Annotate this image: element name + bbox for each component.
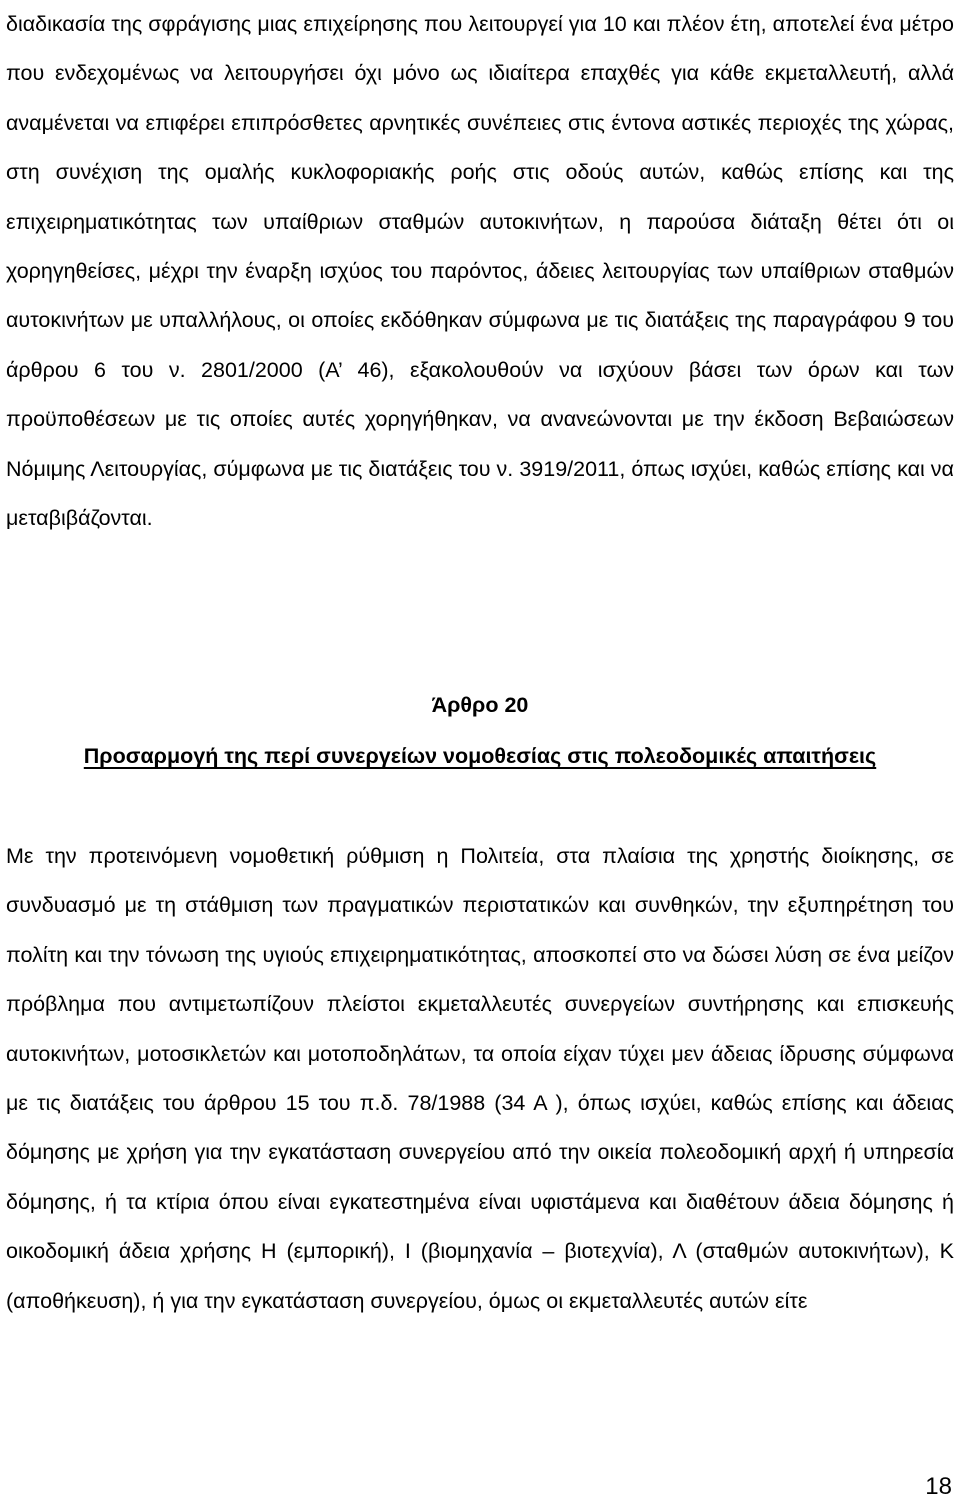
article-title-heading: Προσαρμογή της περί συνεργείων νομοθεσίας στις πολεοδομικές απαιτήσεις xyxy=(83,744,877,768)
body-paragraph-main: Με την προτεινόμενη νομοθετική ρύθμιση η Πολιτεία, στα πλαίσια της χρηστής διοίκησης, σε συνδυασμό με τη στάθμιση των πραγματικών περιστατικών και συνθηκών, την εξυπηρέτηση του πολίτη και την τόνωση της υγιούς επιχειρηματικότητας, αποσκοπεί στο να δώσει λύση σε ένα μείζον πρόβλημα που αντιμετωπίζουν πλείστοι εκμεταλλευτές συνεργείων συντήρησης και επισκευής αυτοκινήτων, μοτοσικλετών και μοτοποδηλάτων, τα οποία είχαν τύχει μεν άδειας ίδρυσης σύμφωνα με τις διατάξεις του άρθρου 15 του π.δ. 78/1988 (34 Α ), όπως ισχύει, καθώς επίσης και άδειας δόμησης με χρήση για την εγκατάσταση συνεργείου από την οικεία πολεοδομική αρχή ή υπηρεσία δόμησης, ή τα κτίρια όπου είναι εγκατεστημένα είναι υφιστάμενα και διαθέτουν άδεια δόμησης ή οικοδομική άδεια χρήσης Η (εμπορική), Ι (βιομηχανία – βιοτεχνία), Λ (σταθμών αυτοκινήτων), Κ (αποθήκευση), ή για την εγκατάσταση συνεργείου, όμως οι εκμεταλλευτές αυτών είτε xyxy=(6,844,954,1313)
page-number: 18 xyxy=(925,1473,952,1500)
article-number-heading: Άρθρο 20 xyxy=(431,693,529,717)
body-paragraph-top: διαδικασία της σφράγισης μιας επιχείρησης που λειτουργεί για 10 και πλέον έτη, αποτελεί ένα μέτρο που ενδεχομένως να λειτουργήσει όχι μόνο ως ιδιαίτερα επαχθές για κάθε εκμεταλλευτή, αλλά αναμένεται να επιφέρει επιπρόσθετες αρνητικές συνέπειες στις έντονα αστικές περιοχές της χώρας, στη συνέχιση της ομαλής κυκλοφοριακής ροής στις οδούς αυτών, καθώς επίσης και της επιχειρηματικότητας των υπαίθριων σταθμών αυτοκινήτων, η παρούσα διάταξη θέτει ότι οι χορηγηθείσες, μέχρι την έναρξη ισχύος του παρόντος, άδειες λειτουργίας των υπαίθριων σταθμών αυτοκινήτων με υπαλλήλους, οι οποίες εκδόθηκαν σύμφωνα με τις διατάξεις της παραγράφου 9 του άρθρου 6 του ν. 2801/2000 (Α’ 46), εξακολουθούν να ισχύουν βάσει των όρων και των προϋποθέσεων με τις οποίες αυτές χορηγήθηκαν, να ανανεώνονται με την έκδοση Βεβαιώσεων Νόμιμης Λειτουργίας, σύμφωνα με τις διατάξεις του ν. 3919/2011, όπως ισχύει, καθώς επίσης και να μεταβιβάζονται. xyxy=(6,12,954,531)
